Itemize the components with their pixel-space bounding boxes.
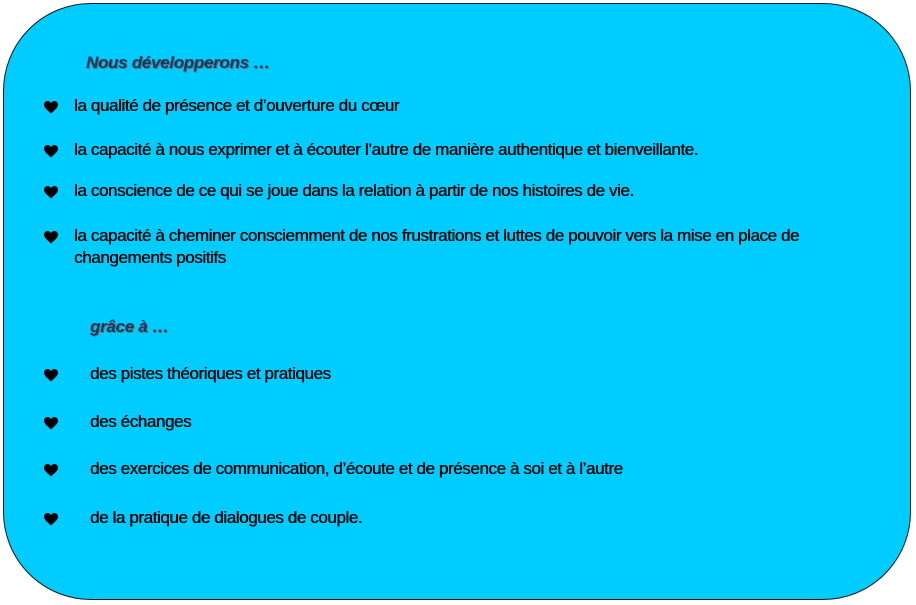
- list-item-text: la conscience de ce qui se joue dans la relation à partir de nos histoires de vie.: [74, 181, 634, 200]
- heart-icon: [44, 231, 58, 244]
- list-item-text: la capacité à cheminer consciemment de nos frustrations et luttes de pouvoir vers la mise en place de changements positifs: [74, 226, 799, 267]
- heart-icon: [44, 369, 58, 382]
- list-item-text: la capacité à nous exprimer et à écouter l’autre de manière authentique et bienveillante.: [74, 140, 699, 159]
- list-item-text: des échanges: [90, 412, 192, 431]
- heart-icon: [44, 417, 58, 430]
- heart-icon: [44, 145, 58, 158]
- list-item-text: la qualité de présence et d’ouverture du cœur: [74, 96, 400, 115]
- list-item-text: des exercices de communication, d’écoute et de présence à soi et à l’autre: [90, 459, 623, 478]
- list-item-text: des pistes théoriques et pratiques: [90, 364, 331, 383]
- section1-heading: Nous développerons …: [86, 53, 270, 72]
- section2-heading: grâce à …: [90, 317, 169, 336]
- heart-icon: [44, 513, 58, 526]
- heart-icon: [44, 464, 58, 477]
- heart-icon: [44, 186, 58, 199]
- list-item-text: de la pratique de dialogues de couple.: [90, 508, 363, 527]
- heart-icon: [44, 101, 58, 114]
